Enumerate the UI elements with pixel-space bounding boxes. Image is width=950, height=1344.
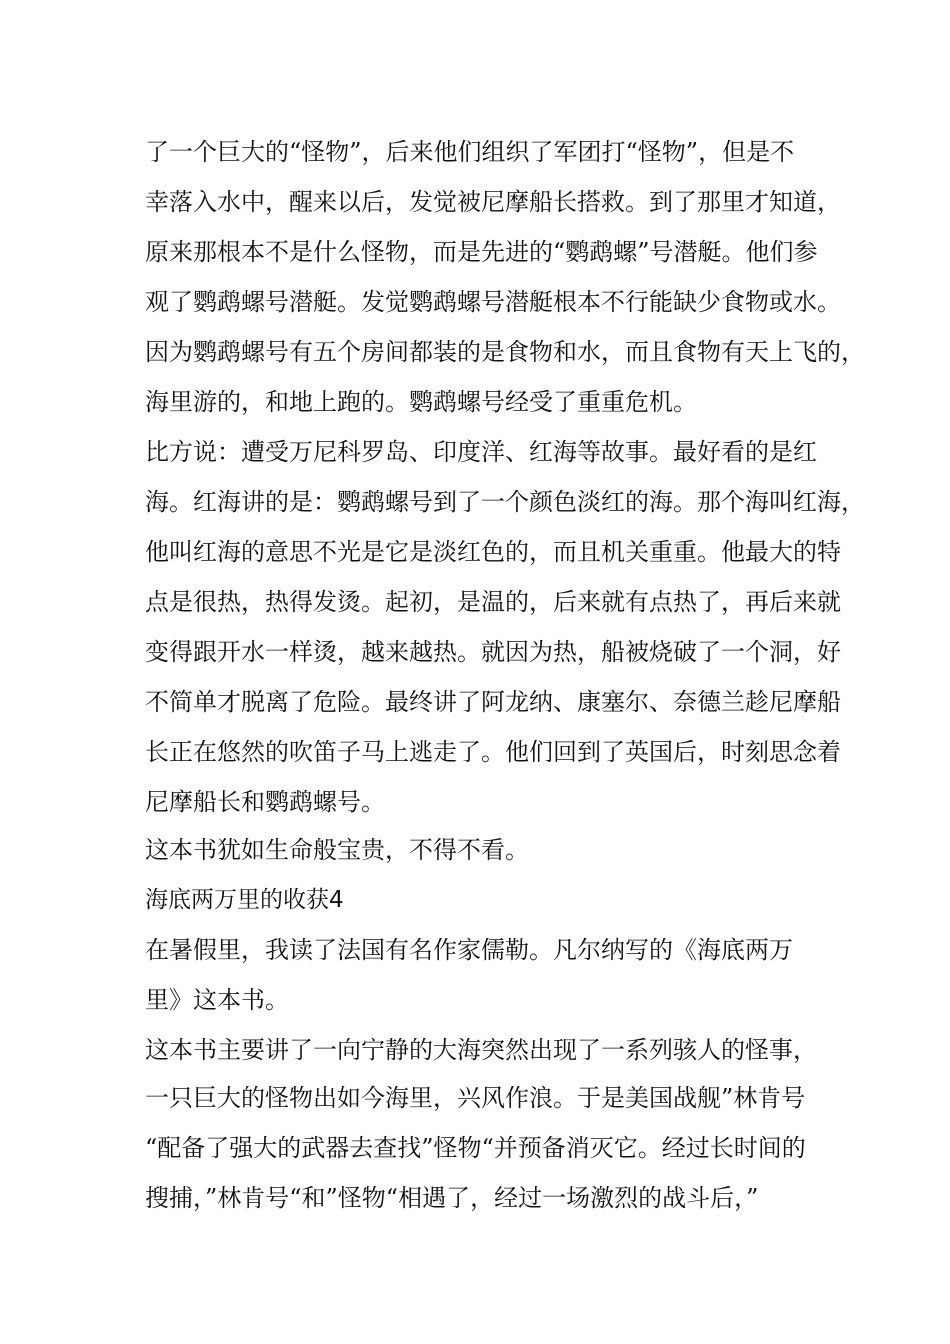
text-line: 点是很热，热得发烫。起初，是温的，后来就有点热了，再后来就 [145, 588, 841, 616]
text-line: 一只巨大的怪物出如今海里，兴风作浪。于是美国战舰”林肯号 [145, 1084, 806, 1112]
text-line: 原来那根本不是什么怪物，而是先进的“鹦鹉螺”号潜艇。他们参 [145, 238, 818, 266]
text-line: “配备了强大的武器去查找”怪物“并预备消灭它。经过长时间的 [145, 1134, 806, 1162]
text-line: 幸落入水中，醒来以后，发觉被尼摩船长搭救。到了那里才知道， [145, 188, 841, 216]
text-line: 变得跟开水一样烫，越来越热。就因为热，船被烧破了一个洞，好 [145, 638, 841, 666]
text-line: 海里游的，和地上跑的。鹦鹉螺号经受了重重危机。 [145, 388, 697, 416]
text-line: 他叫红海的意思不光是它是淡红色的，而且机关重重。他最大的特 [145, 538, 841, 566]
text-line: 这本书犹如生命般宝贵，不得不看。 [145, 836, 529, 864]
text-line: 里》这本书。 [145, 986, 289, 1014]
text-line: 在暑假里，我读了法国有名作家儒勒。凡尔纳写的《海底两万 [145, 936, 793, 964]
text-line: 尼摩船长和鹦鹉螺号。 [145, 788, 385, 816]
text-line: 不简单才脱离了危险。最终讲了阿龙纳、康塞尔、奈德兰趁尼摩船 [145, 688, 841, 716]
text-line: 长正在悠然的吹笛子马上逃走了。他们回到了英国后，时刻思念着 [145, 738, 841, 766]
section-heading: 海底两万里的收获4 [145, 887, 344, 913]
text-line: 海。红海讲的是：鹦鹉螺号到了一个颜色淡红的海。那个海叫红海， [145, 488, 865, 516]
text-line: 了一个巨大的“怪物”，后来他们组织了军团打“怪物”，但是不 [145, 138, 795, 166]
text-line: 比方说：遭受万尼科罗岛、印度洋、红海等故事。最好看的是红 [145, 438, 817, 466]
text-line: 观了鹦鹉螺号潜艇。发觉鹦鹉螺号潜艇根本不行能缺少食物或水。 [145, 288, 841, 316]
text-line: 搜捕，”林肯号“和”怪物“相遇了，经过一场激烈的战斗后，” [145, 1184, 759, 1212]
text-line: 因为鹦鹉螺号有五个房间都装的是食物和水，而且食物有天上飞的， [145, 338, 865, 366]
text-line: 这本书主要讲了一向宁静的大海突然出现了一系列骇人的怪事， [145, 1036, 817, 1064]
